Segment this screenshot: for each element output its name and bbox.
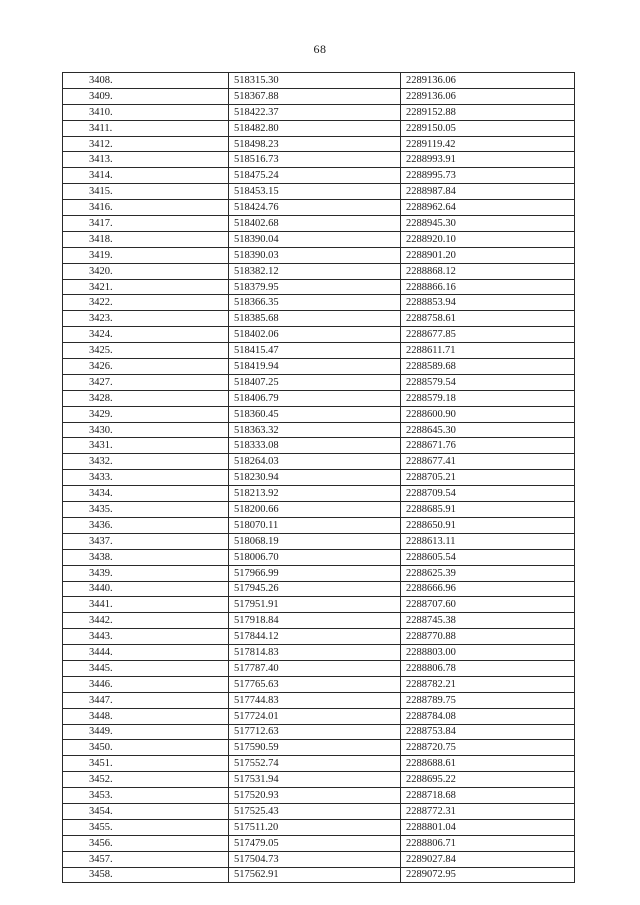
point-number-cell: 3431.: [63, 438, 229, 454]
point-number-cell: 3409.: [63, 88, 229, 104]
y-coordinate-cell: 2288866.16: [401, 279, 575, 295]
x-coordinate-cell: 518200.66: [229, 502, 401, 518]
x-coordinate-cell: 517531.94: [229, 772, 401, 788]
x-coordinate-cell: 518424.76: [229, 200, 401, 216]
y-coordinate-cell: 2288753.84: [401, 724, 575, 740]
point-number-cell: 3456.: [63, 835, 229, 851]
x-coordinate-cell: 518366.35: [229, 295, 401, 311]
table-row: [63, 502, 575, 518]
point-number-cell: 3413.: [63, 152, 229, 168]
point-number-cell: 3426.: [63, 359, 229, 375]
y-coordinate-cell: 2288995.73: [401, 168, 575, 184]
table-row: [63, 327, 575, 343]
table-row: [63, 851, 575, 867]
x-coordinate-cell: 517814.83: [229, 645, 401, 661]
x-coordinate-cell: 518382.12: [229, 263, 401, 279]
x-coordinate-cell: 517562.91: [229, 867, 401, 883]
table-row: [63, 136, 575, 152]
table-row: [63, 772, 575, 788]
table-row: [63, 454, 575, 470]
point-number-cell: 3425.: [63, 343, 229, 359]
x-coordinate-cell: 518482.80: [229, 120, 401, 136]
y-coordinate-cell: 2288685.91: [401, 502, 575, 518]
y-coordinate-cell: 2288770.88: [401, 629, 575, 645]
table-row: [63, 295, 575, 311]
y-coordinate-cell: 2288806.71: [401, 835, 575, 851]
x-coordinate-cell: 518402.06: [229, 327, 401, 343]
x-coordinate-cell: 517918.84: [229, 613, 401, 629]
table-row: [63, 835, 575, 851]
y-coordinate-cell: 2288650.91: [401, 517, 575, 533]
x-coordinate-cell: 517520.93: [229, 788, 401, 804]
y-coordinate-cell: 2288962.64: [401, 200, 575, 216]
point-number-cell: 3443.: [63, 629, 229, 645]
table-row: [63, 819, 575, 835]
x-coordinate-cell: 518453.15: [229, 184, 401, 200]
table-row: [63, 422, 575, 438]
table-row: [63, 517, 575, 533]
y-coordinate-cell: 2289072.95: [401, 867, 575, 883]
table-row: [63, 247, 575, 263]
y-coordinate-cell: 2288901.20: [401, 247, 575, 263]
y-coordinate-cell: 2288745.38: [401, 613, 575, 629]
y-coordinate-cell: 2289136.06: [401, 73, 575, 89]
page-number: 68: [313, 42, 327, 56]
y-coordinate-cell: 2289150.05: [401, 120, 575, 136]
y-coordinate-cell: 2288868.12: [401, 263, 575, 279]
y-coordinate-cell: 2289152.88: [401, 104, 575, 120]
point-number-cell: 3445.: [63, 660, 229, 676]
y-coordinate-cell: 2288625.39: [401, 565, 575, 581]
x-coordinate-cell: 518379.95: [229, 279, 401, 295]
point-number-cell: 3438.: [63, 549, 229, 565]
table-row: [63, 390, 575, 406]
y-coordinate-cell: 2288688.61: [401, 756, 575, 772]
x-coordinate-cell: 518415.47: [229, 343, 401, 359]
y-coordinate-cell: 2288853.94: [401, 295, 575, 311]
x-coordinate-cell: 518422.37: [229, 104, 401, 120]
x-coordinate-cell: 517945.26: [229, 581, 401, 597]
table-row: [63, 660, 575, 676]
table-row: [63, 470, 575, 486]
y-coordinate-cell: 2289027.84: [401, 851, 575, 867]
y-coordinate-cell: 2288666.96: [401, 581, 575, 597]
coordinates-table: [62, 72, 575, 883]
y-coordinate-cell: 2288806.78: [401, 660, 575, 676]
table-row: [63, 756, 575, 772]
table-row: [63, 724, 575, 740]
point-number-cell: 3422.: [63, 295, 229, 311]
point-number-cell: 3436.: [63, 517, 229, 533]
y-coordinate-cell: 2288695.22: [401, 772, 575, 788]
point-number-cell: 3414.: [63, 168, 229, 184]
point-number-cell: 3454.: [63, 803, 229, 819]
y-coordinate-cell: 2288772.31: [401, 803, 575, 819]
x-coordinate-cell: 517787.40: [229, 660, 401, 676]
x-coordinate-cell: 517765.63: [229, 676, 401, 692]
y-coordinate-cell: 2288758.61: [401, 311, 575, 327]
y-coordinate-cell: 2288589.68: [401, 359, 575, 375]
y-coordinate-cell: 2288671.76: [401, 438, 575, 454]
table-row: [63, 645, 575, 661]
point-number-cell: 3451.: [63, 756, 229, 772]
point-number-cell: 3416.: [63, 200, 229, 216]
table-row: [63, 88, 575, 104]
y-coordinate-cell: 2288782.21: [401, 676, 575, 692]
table-row: [63, 120, 575, 136]
x-coordinate-cell: 517511.20: [229, 819, 401, 835]
x-coordinate-cell: 518213.92: [229, 486, 401, 502]
table-row: [63, 803, 575, 819]
x-coordinate-cell: 518407.25: [229, 374, 401, 390]
point-number-cell: 3437.: [63, 533, 229, 549]
point-number-cell: 3450.: [63, 740, 229, 756]
point-number-cell: 3440.: [63, 581, 229, 597]
point-number-cell: 3458.: [63, 867, 229, 883]
table-row: [63, 231, 575, 247]
x-coordinate-cell: 518406.79: [229, 390, 401, 406]
y-coordinate-cell: 2289119.42: [401, 136, 575, 152]
x-coordinate-cell: 518006.70: [229, 549, 401, 565]
y-coordinate-cell: 2288784.08: [401, 708, 575, 724]
x-coordinate-cell: 518390.04: [229, 231, 401, 247]
x-coordinate-cell: 517724.01: [229, 708, 401, 724]
table-row: [63, 168, 575, 184]
table-row: [63, 359, 575, 375]
point-number-cell: 3439.: [63, 565, 229, 581]
table-row: [63, 676, 575, 692]
point-number-cell: 3429.: [63, 406, 229, 422]
point-number-cell: 3424.: [63, 327, 229, 343]
table-row: [63, 740, 575, 756]
table-row: [63, 708, 575, 724]
y-coordinate-cell: 2288705.21: [401, 470, 575, 486]
point-number-cell: 3417.: [63, 216, 229, 232]
y-coordinate-cell: 2288920.10: [401, 231, 575, 247]
table-row: [63, 73, 575, 89]
table-row: [63, 216, 575, 232]
x-coordinate-cell: 518070.11: [229, 517, 401, 533]
x-coordinate-cell: 517525.43: [229, 803, 401, 819]
point-number-cell: 3444.: [63, 645, 229, 661]
x-coordinate-cell: 518475.24: [229, 168, 401, 184]
point-number-cell: 3430.: [63, 422, 229, 438]
point-number-cell: 3442.: [63, 613, 229, 629]
x-coordinate-cell: 518367.88: [229, 88, 401, 104]
x-coordinate-cell: 517951.91: [229, 597, 401, 613]
x-coordinate-cell: 517966.99: [229, 565, 401, 581]
y-coordinate-cell: 2288987.84: [401, 184, 575, 200]
x-coordinate-cell: 517504.73: [229, 851, 401, 867]
table-row: [63, 311, 575, 327]
x-coordinate-cell: 518264.03: [229, 454, 401, 470]
point-number-cell: 3411.: [63, 120, 229, 136]
point-number-cell: 3435.: [63, 502, 229, 518]
x-coordinate-cell: 517479.05: [229, 835, 401, 851]
point-number-cell: 3410.: [63, 104, 229, 120]
point-number-cell: 3415.: [63, 184, 229, 200]
x-coordinate-cell: 518333.08: [229, 438, 401, 454]
y-coordinate-cell: 2288611.71: [401, 343, 575, 359]
x-coordinate-cell: 518390.03: [229, 247, 401, 263]
x-coordinate-cell: 518419.94: [229, 359, 401, 375]
table-row: [63, 406, 575, 422]
coordinates-table-body: [63, 73, 575, 883]
point-number-cell: 3449.: [63, 724, 229, 740]
table-row: [63, 597, 575, 613]
point-number-cell: 3421.: [63, 279, 229, 295]
table-row: [63, 549, 575, 565]
x-coordinate-cell: 518385.68: [229, 311, 401, 327]
x-coordinate-cell: 518315.30: [229, 73, 401, 89]
x-coordinate-cell: 518363.32: [229, 422, 401, 438]
table-row: [63, 565, 575, 581]
x-coordinate-cell: 517844.12: [229, 629, 401, 645]
y-coordinate-cell: 2288801.04: [401, 819, 575, 835]
table-row: [63, 867, 575, 883]
table-row: [63, 343, 575, 359]
y-coordinate-cell: 2288709.54: [401, 486, 575, 502]
table-row: [63, 263, 575, 279]
point-number-cell: 3446.: [63, 676, 229, 692]
y-coordinate-cell: 2288789.75: [401, 692, 575, 708]
point-number-cell: 3408.: [63, 73, 229, 89]
x-coordinate-cell: 517712.63: [229, 724, 401, 740]
x-coordinate-cell: 517744.83: [229, 692, 401, 708]
point-number-cell: 3447.: [63, 692, 229, 708]
table-row: [63, 184, 575, 200]
y-coordinate-cell: 2288600.90: [401, 406, 575, 422]
point-number-cell: 3452.: [63, 772, 229, 788]
y-coordinate-cell: 2288803.00: [401, 645, 575, 661]
point-number-cell: 3420.: [63, 263, 229, 279]
x-coordinate-cell: 518402.68: [229, 216, 401, 232]
y-coordinate-cell: 2288993.91: [401, 152, 575, 168]
point-number-cell: 3434.: [63, 486, 229, 502]
y-coordinate-cell: 2288707.60: [401, 597, 575, 613]
table-row: [63, 533, 575, 549]
table-row: [63, 152, 575, 168]
y-coordinate-cell: 2288720.75: [401, 740, 575, 756]
y-coordinate-cell: 2288579.18: [401, 390, 575, 406]
point-number-cell: 3427.: [63, 374, 229, 390]
point-number-cell: 3448.: [63, 708, 229, 724]
point-number-cell: 3455.: [63, 819, 229, 835]
point-number-cell: 3428.: [63, 390, 229, 406]
x-coordinate-cell: 517590.59: [229, 740, 401, 756]
table-row: [63, 629, 575, 645]
point-number-cell: 3412.: [63, 136, 229, 152]
point-number-cell: 3457.: [63, 851, 229, 867]
point-number-cell: 3423.: [63, 311, 229, 327]
point-number-cell: 3418.: [63, 231, 229, 247]
y-coordinate-cell: 2288579.54: [401, 374, 575, 390]
y-coordinate-cell: 2288677.41: [401, 454, 575, 470]
table-row: [63, 581, 575, 597]
y-coordinate-cell: 2288945.30: [401, 216, 575, 232]
point-number-cell: 3433.: [63, 470, 229, 486]
table-row: [63, 613, 575, 629]
table-row: [63, 486, 575, 502]
y-coordinate-cell: 2288605.54: [401, 549, 575, 565]
y-coordinate-cell: 2288645.30: [401, 422, 575, 438]
table-row: [63, 788, 575, 804]
y-coordinate-cell: 2288677.85: [401, 327, 575, 343]
y-coordinate-cell: 2289136.06: [401, 88, 575, 104]
point-number-cell: 3441.: [63, 597, 229, 613]
x-coordinate-cell: 518068.19: [229, 533, 401, 549]
point-number-cell: 3432.: [63, 454, 229, 470]
table-row: [63, 692, 575, 708]
x-coordinate-cell: 518360.45: [229, 406, 401, 422]
table-row: [63, 374, 575, 390]
y-coordinate-cell: 2288613.11: [401, 533, 575, 549]
point-number-cell: 3453.: [63, 788, 229, 804]
y-coordinate-cell: 2288718.68: [401, 788, 575, 804]
x-coordinate-cell: 517552.74: [229, 756, 401, 772]
point-number-cell: 3419.: [63, 247, 229, 263]
x-coordinate-cell: 518498.23: [229, 136, 401, 152]
table-row: [63, 438, 575, 454]
table-row: [63, 200, 575, 216]
table-row: [63, 104, 575, 120]
table-row: [63, 279, 575, 295]
x-coordinate-cell: 518516.73: [229, 152, 401, 168]
x-coordinate-cell: 518230.94: [229, 470, 401, 486]
